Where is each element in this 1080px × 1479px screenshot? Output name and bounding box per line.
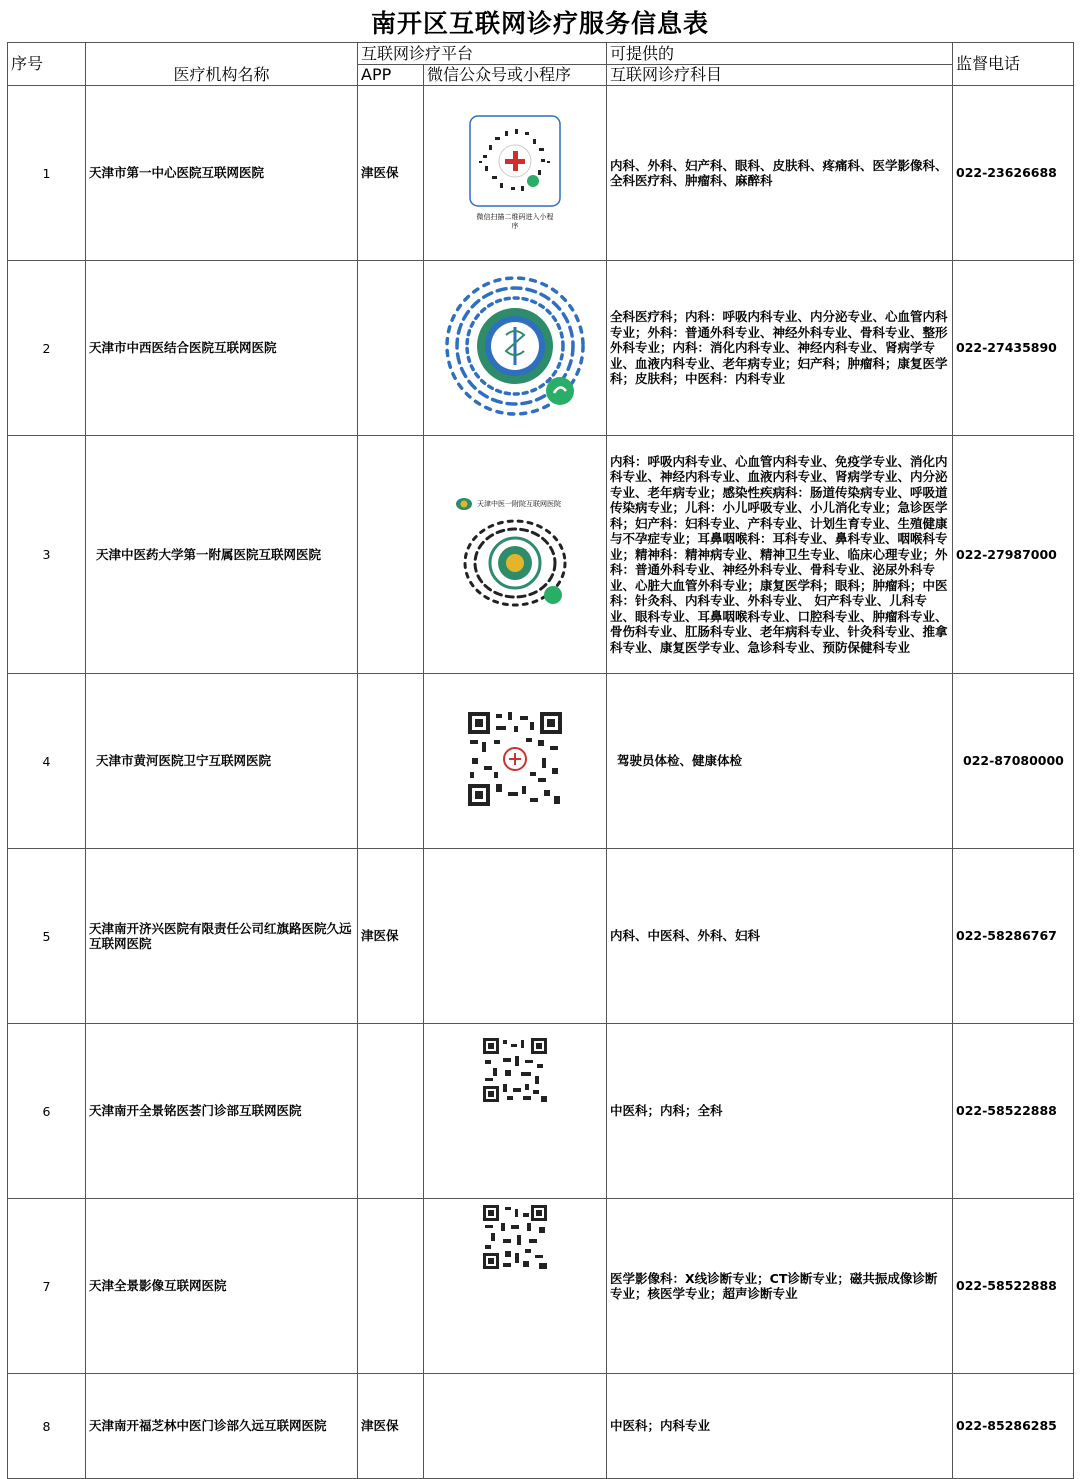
wechat-qr-cell	[424, 436, 607, 674]
name-cell: 天津南开全景铭医荟门诊部互联网医院	[86, 1024, 358, 1199]
table-row	[8, 261, 1074, 436]
mini-program-code[interactable]	[469, 115, 561, 231]
name-cell: 天津中医药大学第一附属医院互联网医院	[86, 436, 358, 674]
phone-cell: 022-23626688	[953, 86, 1074, 261]
phone-cell: 022-87080000	[953, 674, 1074, 849]
table-row	[8, 86, 1074, 261]
table-row	[8, 436, 1074, 674]
name-cell: 天津南开福芝林中医门诊部久远互联网医院	[86, 1374, 358, 1479]
app-cell: 津医保	[358, 86, 424, 261]
table-row	[8, 849, 1074, 1024]
wechat-qr-cell	[424, 86, 607, 261]
app-cell: 津医保	[358, 1374, 424, 1479]
wechat-qr-cell	[424, 1374, 607, 1479]
dept-cell: 全科医疗科；内科：呼吸内科专业、内分泌专业、心血管内科专业；外科：普通外科专业、神经外科专业、骨科专业、整形外科专业；内科：消化内科专业、神经内科专业、肾病学专业、血液内科专业、老年病专业；妇产科；肿瘤科；康复医学科；皮肤科；中医科：内科专业	[607, 261, 953, 436]
dept-cell: 内科：呼吸内科专业、心血管内科专业、免疫学专业、消化内科专业、神经内科专业、血液内科专业、肾病学专业、内分泌专业、老年病专业；感染性疾病科：肠道传染病专业、呼吸道传染病专业；儿科：小儿呼吸专业、小儿消化专业；急诊医学科；妇产科：妇科专业、产科专业、计划生育专业、生殖健康与不孕症专业；耳鼻咽喉科：耳科专业、鼻科专业、咽喉科专业；精神科：精神病专业、精神卫生专业、临床心理专业；外科：普通外科专业、神经外科专业、骨科专业、泌尿外科专业、心脏大血管外科专业；康复医学科；眼科；肿瘤科；中医科：针灸科、内科专业、外科专业、 妇产科专业、儿科专业、眼科专业、耳鼻咽喉科专业、口腔科专业、肿瘤科专业、骨伤科专业、肛肠科专业、老年病科专业、针灸科专业、推拿科专业、康复医学专业、急诊科专业、预防保健科专业	[607, 436, 953, 674]
phone-cell: 022-58522888	[953, 1199, 1074, 1374]
page-title: 南开区互联网诊疗服务信息表	[370, 9, 709, 38]
app-cell	[358, 261, 424, 436]
qr-caption: 微信扫描二维码进入小程序	[476, 212, 554, 230]
dept-cell: 中医科；内科；全科	[607, 1024, 953, 1199]
app-cell	[358, 1199, 424, 1374]
seq-cell: 8	[8, 1374, 86, 1479]
seq-cell: 4	[8, 674, 86, 849]
hospital-logo-icon	[455, 497, 473, 511]
header-phone: 监督电话	[953, 43, 1074, 86]
table-row	[8, 1374, 1074, 1479]
table-row	[8, 1199, 1074, 1374]
dept-cell: 驾驶员体检、健康体检	[607, 674, 953, 849]
table-row	[8, 674, 1074, 849]
qr-code-icon[interactable]	[468, 712, 562, 806]
mini-program-code-icon	[469, 115, 561, 207]
seq-cell: 7	[8, 1199, 86, 1374]
qr-title: 天津中医一附院互联网医院	[477, 499, 561, 508]
seq-cell: 3	[8, 436, 86, 674]
phone-cell: 022-27987000	[953, 436, 1074, 674]
header-platform: 互联网诊疗平台	[358, 43, 607, 65]
qr-code-icon[interactable]	[483, 1038, 547, 1102]
app-cell	[358, 436, 424, 674]
mini-program-code[interactable]	[455, 497, 575, 613]
phone-cell: 022-85286285	[953, 1374, 1074, 1479]
wechat-qr-cell	[424, 674, 607, 849]
wechat-qr-cell	[424, 261, 607, 436]
qr-code-icon[interactable]	[483, 1205, 547, 1269]
phone-cell: 022-27435890	[953, 261, 1074, 436]
seq-cell: 6	[8, 1024, 86, 1199]
wechat-qr-cell	[424, 1199, 607, 1374]
seq-cell: 5	[8, 849, 86, 1024]
header-name: 医疗机构名称	[86, 43, 358, 86]
phone-cell: 022-58522888	[953, 1024, 1074, 1199]
app-cell: 津医保	[358, 849, 424, 1024]
seq-cell: 1	[8, 86, 86, 261]
phone-cell: 022-58286767	[953, 849, 1074, 1024]
mini-program-code-icon	[459, 517, 571, 609]
header-app: APP	[358, 65, 424, 86]
dept-cell: 中医科；内科专业	[607, 1374, 953, 1479]
name-cell: 天津南开济兴医院有限责任公司红旗路医院久远互联网医院	[86, 849, 358, 1024]
app-cell	[358, 674, 424, 849]
app-cell	[358, 1024, 424, 1199]
name-cell: 天津全景影像互联网医院	[86, 1199, 358, 1374]
wechat-qr-cell	[424, 849, 607, 1024]
header-wechat: 微信公众号或小程序	[424, 65, 607, 86]
name-cell: 天津市第一中心医院互联网医院	[86, 86, 358, 261]
header-seq: 序号	[8, 43, 86, 86]
header-dept-line1: 可提供的	[607, 43, 953, 65]
name-cell: 天津市黄河医院卫宁互联网医院	[86, 674, 358, 849]
dept-cell: 医学影像科：X线诊断专业；CT诊断专业；磁共振成像诊断专业；核医学专业；超声诊断专业	[607, 1199, 953, 1374]
dept-cell: 内科、中医科、外科、妇科	[607, 849, 953, 1024]
qr-header	[455, 497, 575, 511]
seq-cell: 2	[8, 261, 86, 436]
name-cell: 天津市中西医结合医院互联网医院	[86, 261, 358, 436]
table-row	[8, 1024, 1074, 1199]
header-dept-line2: 互联网诊疗科目	[607, 65, 953, 86]
wechat-qr-cell	[424, 1024, 607, 1199]
dept-cell: 内科、外科、妇产科、眼科、皮肤科、疼痛科、医学影像科、全科医疗科、肿瘤科、麻醉科	[607, 86, 953, 261]
mini-program-code-icon[interactable]	[440, 271, 590, 421]
info-table	[7, 42, 1074, 1479]
